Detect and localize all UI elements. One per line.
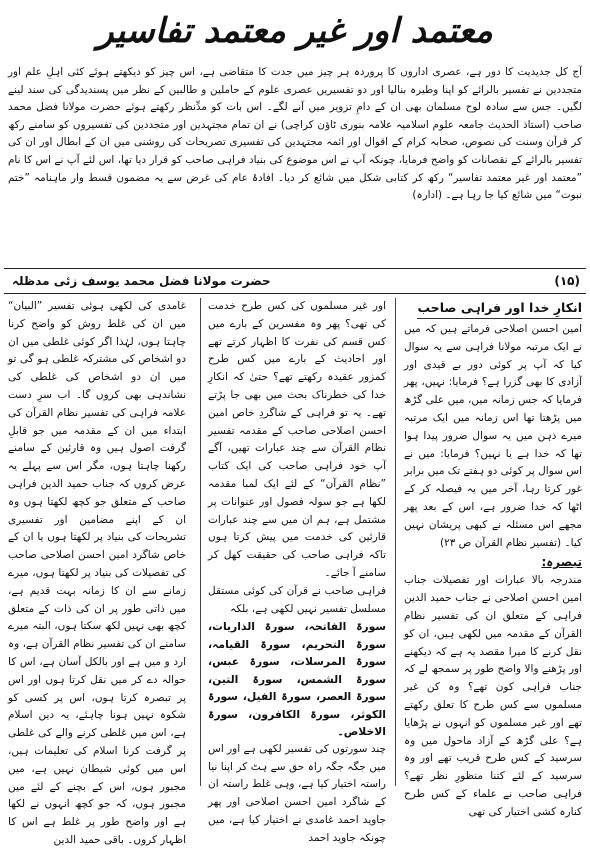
body-paragraph: فراہی صاحب نے قرآن کی کوئی مستقل مسلسل تفسیر نہیں لکھی ہے، بلکہ bbox=[208, 584, 386, 615]
column-divider bbox=[200, 298, 201, 786]
installment-number: (۱۵) bbox=[554, 274, 580, 288]
editorial-introduction bbox=[8, 64, 582, 264]
byline-bar bbox=[4, 268, 586, 294]
body-paragraph: غامدی کی لکھی ہوئی تفسیر ”البیان“ میں ان کی غلط روش کو واضح کرنا چاہتا ہوں، لہٰذا اگر کوئی غلطی میں ان دو اشخاص کی مشترکہ غلطی ہو گی تو میں ان دو اشخاص کی غلطی کی نشاندہی بھی کروں گا۔ اب سرِ دست علامہ فراہی کی تفسیر نظام القرآن کی ابتداء میں ان کے مقدمہ میں جو قابلِ گرفت اصول ہیں وہ قارئین کے سامنے رکھنا چاہتا ہوں، مگر اس سے پہلے یہ عرض کروں کہ جناب حمید الدین فراہی صاحب کے متعلق جو کچھ لکھتا ہوں وہ ان کے اپنے مضامین اور تفسیری تشریحات کی بنیاد پر لکھتا ہوں یا ان کے خاص شاگرد امین احسن اصلاحی صاحب کی تفصیلات کی بنیاد پر لکھتا ہوں، میرے زمانے سے ان کا زمانہ بہت قدیم ہے، میں ذاتی طور پر ان کی ذات کے متعلق کچھ بھی نہیں لکھ سکتا ہوں، البتہ میرے سامنے ان کی تفسیر نظام القرآن ہے، وہ ارد و میں ہے اور بالکل آسان ہے، اس کا حوالہ دے کر میں نقل کرتا ہوں اور اس پر تبصرہ کرتا ہوں، اس پر کسی کو شکوہ نہیں ہونا چاہئے، یہ دین اسلام ہے، اس میں غلطی کرنے والے کی غلطی پر گرفت کرنا اسلام کی تعلیمات ہیں، اس میں کوئی شیطان نہیں ہے، میں مجبور ہوں، اس کے بچنے کے لئے میں مجبور ہوں، کہ جو کچھ انہوں نے لکھا ہے اور واضح طور پر غلط ہے اس کا اظہار کروں۔ باقی حمید الدین bbox=[8, 300, 186, 846]
body-paragraph: اور غیر مسلموں کی کس طرح خدمت کی تھی؟ پھر وہ مفسرین کے بارے میں کس قسم کی نفرت کا اظہار کرتے تھے اور احادیث کے بارے میں کس طرح کمزور عقیدہ رکھتے تھے؟ حتیٰ کہ انکارِ خدا کی خطرناک بحث میں بھی جا پڑتے تھے۔ یہ تو فراہی کے شاگردِ خاص امین احسن اصلاحی صاحب کے مقدمہ تفسیر نظام القرآن سے چند عبارات تھیں، آگے آپ خود فراہی صاحب کی ایک کتاب ”نظام القرآن“ کے لئے ایک لمبا مقدمہ لکھا ہے جو سولہ فصول اور عنوانات پر مشتمل ہے، ہم ان میں سے چند عبارات قارئین کی خدمت میں پیش کرتا ہوں تاکہ فراہی صاحب کی حقیقت کھل کر سامنے آ جائے۔ bbox=[208, 300, 386, 579]
text-column-middle bbox=[208, 298, 386, 844]
column-divider bbox=[395, 298, 396, 786]
commentary-heading: تبصرہ: bbox=[541, 555, 582, 570]
body-paragraph: مندرجہ بالا عبارات اور تفصیلات جناب امین احسن اصلاحی نے جناب حمید الدین فراہی کے متعلق ان کی تفسیر نظام القرآن کے مقدمہ میں لکھی ہیں، ان کو نقل کرنے کا میرا مقصد یہ ہے کہ دیکھنے اور پڑھنے والا واضح طور پر سمجھ لے کہ جناب فراہی کون تھے؟ وہ کن غیر مسلموں سے کس طرح کا تعلق رکھتے تھے اور غیر مسلموں کو انہوں نے پڑھایا ہے؟ علی گڑھ کے آزاد ماحول میں وہ سرسید کے کس طرح قریب تھے اور وہ سرسید کے لئے کتنا منظورِ نظر تھے؟ فراہی صاحب نے علماء کے کس طرح کنارہ کشی اختیار کی تھی bbox=[404, 574, 582, 818]
article-title: معتمد اور غیر معتمد تفاسیر bbox=[97, 11, 493, 51]
section-heading: انکارِ خدا اور فراہی صاحب bbox=[417, 298, 582, 319]
surah-list: سورۃ الفاتحہ، سورۃ الذاریات، سورۃ التحریم، سورۃ القیامہ، سورۃ المرسلات، سورۃ عبس، سورۃ الشمس، سورۃ التین، سورۃ العصر، سورۃ الفیل، سورۃ الکوثر، سورۃ الکافرون، سورۃ الاخلاص۔ bbox=[208, 620, 386, 739]
text-column-right bbox=[403, 298, 582, 818]
body-paragraph: امین احسن اصلاحی فرماتے ہیں کہ میں نے ایک مرتبہ مولانا فراہی سے یہ سوال کیا کہ آپ پر کوئی دور بے قیدی اور آزادی کا بھی گزرا ہے؟ فرمایا: نہیں، پھر فرمایا کہ جس زمانہ میں، میں علی گڑھ میں پڑھتا تھا اس زمانہ میں ایک مرتبہ میرے ذہن میں یہ سوال ضرور پیدا ہوا تھا کہ خدا ہے یا نہیں؟ فرمایا: میں نے اس سوال پر کوئی دو ہفتے تک میں برابر غور کرتا رہا، آخر میں یہ فیصلہ کر کے اٹھا کہ خدا ضرور ہے، اس کے بعد پھر مجھے اس مسئلہ نے کبھی پریشان نہیں کیا۔ (تفسیر نظام القرآن ص ۲۳) bbox=[403, 323, 582, 549]
text-column-left bbox=[8, 298, 186, 846]
intro-paragraph: آج کل جدیدیت کا دور ہے، عصری اداروں کا پروردہ ہر چیز میں جدت کا متقاضی ہے، اس چیز کو دیکھتے ہوئے کئی اہلِ علم اور متجددین نے تفسیر بالرائے کو اپنا وطیرہ بنالیا اور دو تفسیریں عصری علوم کے حاملین و طالبین کے نظر میں پسندیدگی کی سند لینے لگیں۔ جس سے سادہ لوح مسلمان بھی ان کے دامِ تزویر میں آنے لگے۔ اس بات کو مدِّنظر رکھتے ہوئے حضرت مولانا فضل محمد صاحب (استاذ الحدیث جامعہ علوم اسلامیہ علامہ بنوری ٹاؤن کراچی) نے ان تمام مجتہدین اور متجددین کی تفسیروں کو سامنے رکھ کر قرآن وسنت کی نصوص، صحابہ کرام کے اقوال اور ائمہ مجتہدین کی تفسیری تصریحات کی روشنی میں ان کے ابطال اور ان کی تفسیر بالرائے کے نقصانات کو واضح فرمایا، چونکہ آپ نے اس موضوع کی بنیاد فراہی صاحب کو قرار دیا تھا، اس لئے آپ نے اس کا نام ”معتمد اور غیر معتمد تفاسیر“ رکھ کر کتابی شکل میں شائع کر دیا۔ افادۂ عام کی غرض سے یہ مضمون قسط وار ماہنامہ ”ختم نبوت“ میں شائع کیا جا رہا ہے۔ (ادارہ) bbox=[8, 66, 582, 202]
body-paragraph: چند سورتوں کی تفسیر لکھی ہے اور اس میں جگہ جگہ راہ حق سے ہٹ کر اپنا نیا راستہ اختیار کیا ہے، وہی غلط راستہ ان کے شاگرد امین احسن اصلاحی اور پھر جاوید احمد غامدی نے اختیار کیا ہے، میں چونکہ جاوید احمد bbox=[208, 742, 386, 844]
author-name: حضرت مولانا فضل محمد یوسف زئی مدظلہ bbox=[12, 274, 271, 288]
